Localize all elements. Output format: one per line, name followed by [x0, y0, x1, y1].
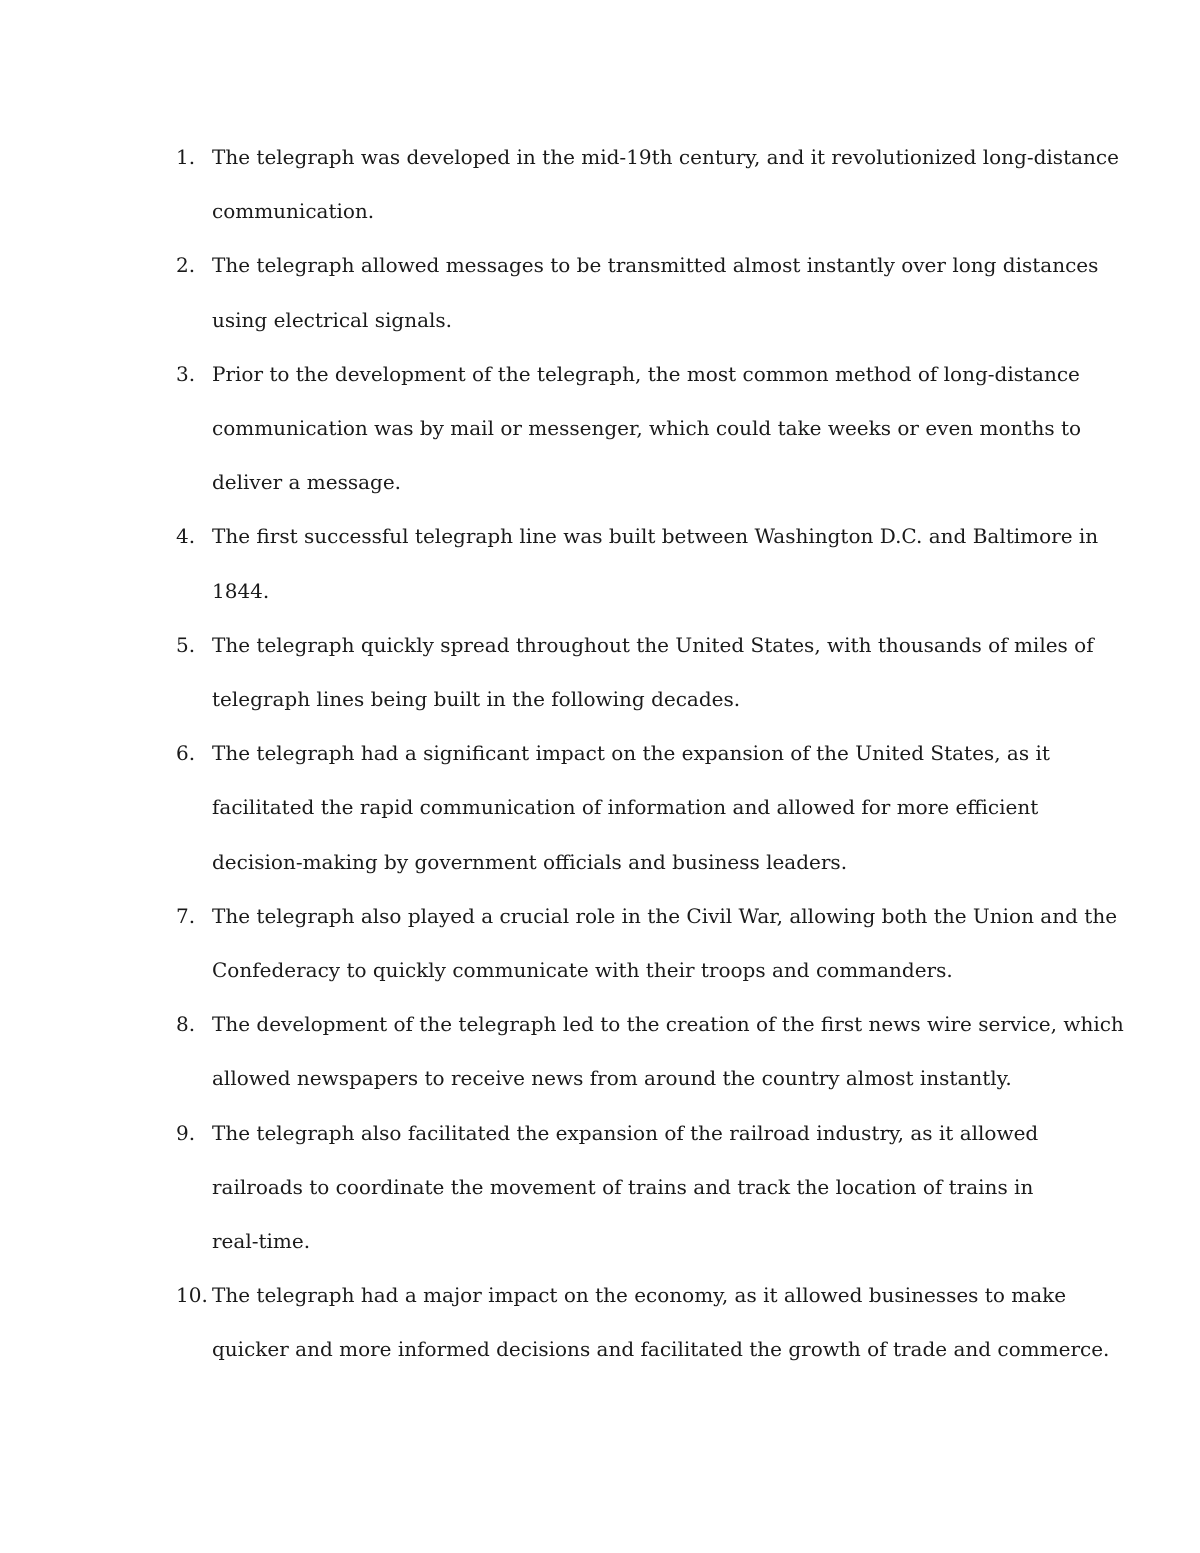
list-item-line: deliver a message. — [212, 470, 402, 495]
list-item-text — [212, 1106, 1076, 1269]
list-item-text — [212, 618, 1094, 726]
list-item-text — [212, 347, 1081, 510]
list-item-line: Prior to the development of the telegraph, the most common method of long-distance — [212, 361, 1080, 386]
list-item-line: The telegraph allowed messages to be transmitted almost instantly over long distances — [212, 253, 1099, 278]
list-item-text — [212, 997, 1124, 1105]
list-item-line: The telegraph had a significant impact on the expansion of the United States, as it — [212, 741, 1050, 766]
list-item-line: The telegraph also facilitated the expansion of the railroad industry, as it allowed — [212, 1120, 1039, 1145]
list-item-line: The telegraph quickly spread throughout the United States, with thousands of miles of — [212, 632, 1094, 657]
list-item-number: 7. — [176, 903, 196, 928]
list-item-line: facilitated the rapid communication of information and allowed for more efficient — [212, 795, 1039, 820]
list-item-number: 3. — [176, 361, 196, 386]
list-item-line: using electrical signals. — [212, 307, 453, 332]
list-item-number: 9. — [176, 1120, 196, 1145]
list-item-text — [212, 238, 1098, 346]
list-item — [176, 618, 1094, 726]
list-item-line: The development of the telegraph led to the creation of the first news wire service, which — [212, 1012, 1124, 1037]
list-item-line: real-time. — [212, 1229, 311, 1254]
list-item-line: allowed newspapers to receive news from around the country almost instantly. — [212, 1066, 1012, 1091]
list-item — [176, 726, 1076, 889]
list-item-line: The telegraph also played a crucial role in the Civil War, allowing both the Union and the — [212, 903, 1118, 928]
list-item-number: 5. — [176, 632, 196, 657]
list-item — [176, 1268, 1110, 1376]
list-item-number: 8. — [176, 1012, 196, 1037]
numbered-list — [176, 130, 1124, 1377]
list-item — [176, 238, 1099, 346]
list-item — [176, 130, 1119, 238]
list-item-line: telegraph lines being built in the following decades. — [212, 687, 741, 712]
list-item-line: Confederacy to quickly communicate with their troops and commanders. — [212, 958, 953, 983]
list-item-number: 10. — [176, 1283, 208, 1308]
list-item — [176, 1106, 1076, 1269]
list-item-number: 1. — [176, 145, 196, 169]
list-item-text — [212, 1268, 1109, 1376]
list-item-line: communication was by mail or messenger, which could take weeks or even months to — [212, 416, 1082, 441]
list-item-line: The telegraph was developed in the mid-19th century, and it revolutionized long-distance — [212, 145, 1119, 169]
list-item-line: The telegraph had a major impact on the economy, as it allowed businesses to make — [212, 1283, 1067, 1308]
list-item — [176, 347, 1082, 510]
list-item-line: railroads to coordinate the movement of trains and track the location of trains in — [212, 1174, 1034, 1199]
list-item — [176, 889, 1118, 997]
list-item-line: The first successful telegraph line was built between Washington D.C. and Baltimore in — [212, 524, 1099, 549]
list-item-line: decision-making by government officials and business leaders. — [212, 849, 848, 874]
list-item-text — [212, 726, 1076, 889]
list-item — [176, 509, 1099, 617]
list-item-text — [212, 509, 1098, 617]
list-item-number: 4. — [176, 524, 196, 549]
list-item — [176, 997, 1124, 1105]
list-item-number: 6. — [176, 741, 196, 766]
list-item-text — [212, 889, 1117, 997]
list-item-line: 1844. — [212, 578, 270, 603]
list-item-line: communication. — [212, 199, 375, 224]
list-item-line: quicker and more informed decisions and facilitated the growth of trade and commerce. — [212, 1337, 1110, 1362]
list-item-text — [212, 130, 1119, 238]
list-item-number: 2. — [176, 253, 196, 278]
